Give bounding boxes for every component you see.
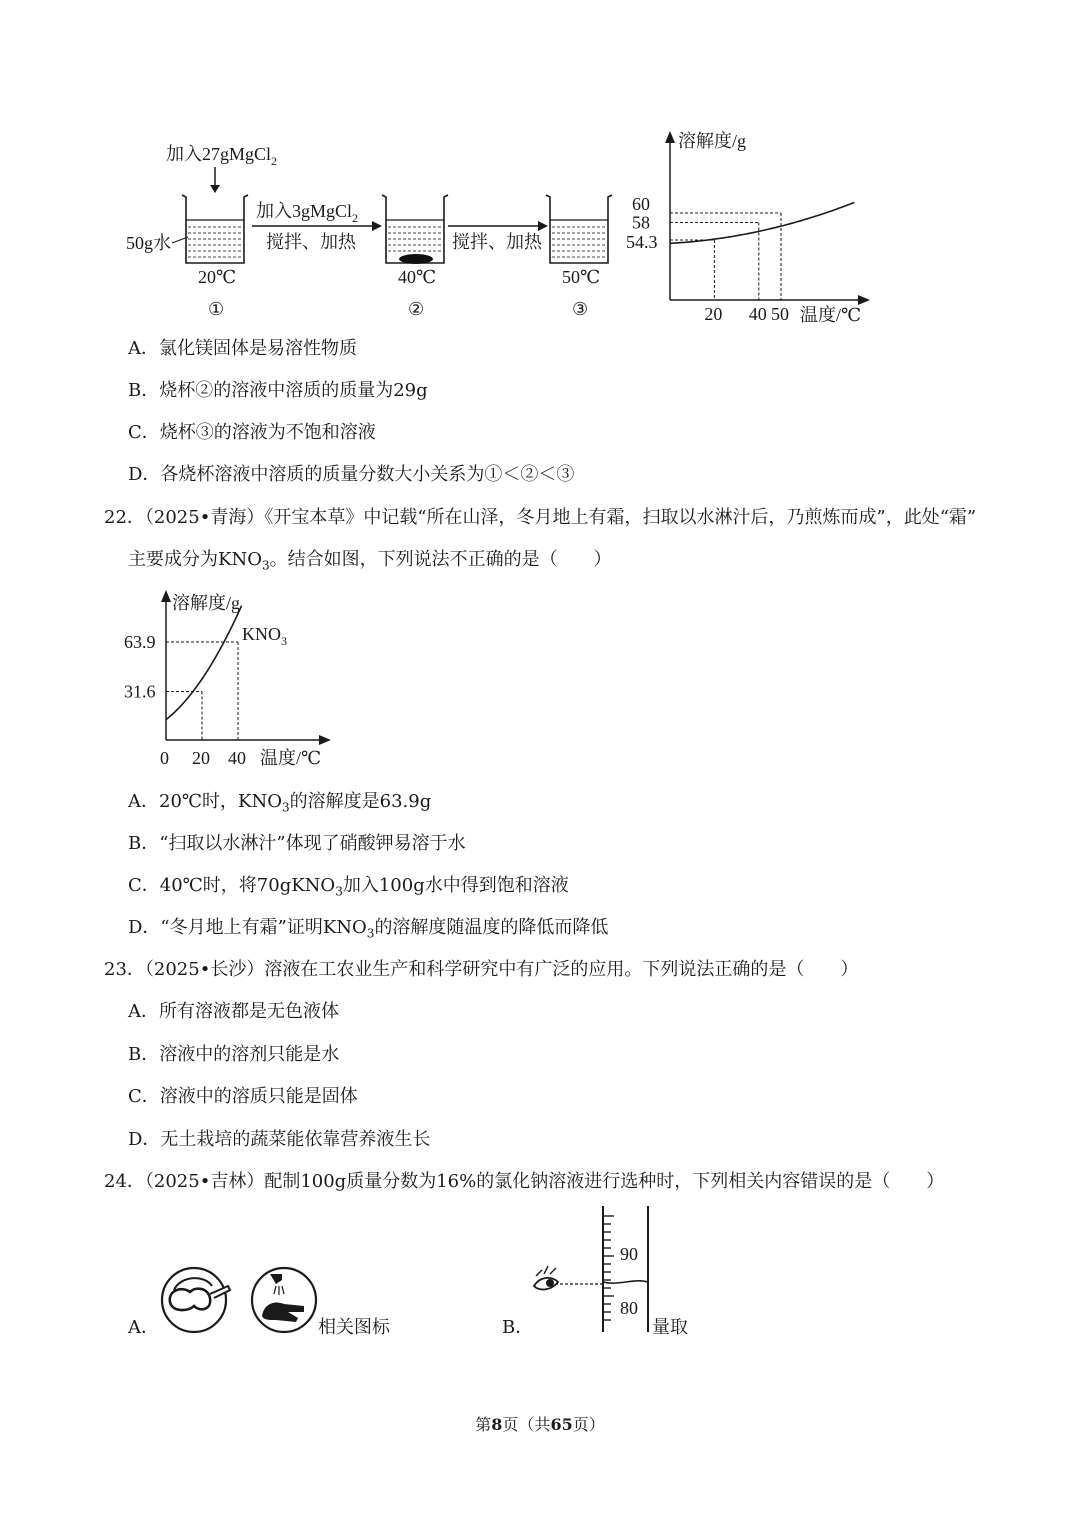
x-axis-label: 温度/℃: [800, 305, 862, 325]
x-tick-20: 20: [704, 304, 723, 324]
q24-option-a-letter[interactable]: A．: [128, 1317, 159, 1338]
x-axis-label-2: 温度/℃: [260, 748, 322, 768]
q23-stem: 23．（2025•长沙）溶液在工农业生产和科学研究中有广泛的应用。下列说法正确的是（ ）: [104, 959, 859, 980]
goggles-icon: [162, 1268, 230, 1332]
temp-3: 50℃: [562, 267, 601, 287]
step-1-label: 搅拌、加热: [266, 232, 356, 252]
q23-option-a[interactable]: A．所有溶液都是无色液体: [128, 1001, 339, 1022]
q22-option-a[interactable]: A．20℃时，$KNO_3$的溶解度是63.9g: [128, 791, 432, 815]
kno3-curve: [166, 606, 242, 720]
y-tick-54.3: 54.3: [626, 232, 658, 252]
temp-2: 40℃: [398, 267, 437, 287]
y-tick-60: 60: [632, 194, 650, 214]
y-tick-31.6: 31.6: [124, 681, 156, 702]
water-label: 50g水: [126, 233, 171, 253]
q22-option-b[interactable]: B．“扫取以水淋汁”体现了硝酸钾易溶于水: [128, 833, 466, 854]
x-tick-40: 40: [748, 304, 767, 324]
y-axis-label-2: 溶解度/g: [172, 593, 241, 613]
beaker-2: [382, 195, 448, 264]
kno3-solubility-chart: [118, 588, 348, 773]
q21-option-a[interactable]: A．氯化镁固体是易溶性物质: [128, 338, 357, 359]
beaker-1: [182, 195, 248, 263]
q21-option-c[interactable]: C．烧杯③的溶液为不饱和溶液: [128, 422, 376, 443]
q24-stem: 24．（2025•吉林）配制100g质量分数为16%的氯化钠溶液进行选种时，下列相关内容错误的是（ ）: [104, 1171, 945, 1192]
wash-hands-icon: [252, 1268, 316, 1332]
series-label: $KNO_3$: [242, 624, 287, 648]
graduated-cylinder-diagram: [528, 1206, 656, 1334]
temp-1: 20℃: [198, 267, 237, 287]
q22-option-d[interactable]: D．“冬月地上有霜”证明$KNO_3$的溶解度随温度的降低而降低: [128, 917, 609, 941]
q21-option-b[interactable]: B．烧杯②的溶液中溶质的质量为29g: [128, 380, 428, 401]
x-tick-50: 50: [771, 304, 789, 324]
cylinder-mark-80: 80: [620, 1298, 638, 1318]
y-tick-63.9: 63.9: [124, 632, 156, 652]
beaker-3-num: ③: [572, 299, 589, 319]
q23-option-c[interactable]: C．溶液中的溶质只能是固体: [128, 1086, 358, 1107]
eye-icon: [534, 1266, 558, 1289]
beaker-3: [546, 195, 612, 263]
q24-option-a-text: 相关图标: [318, 1317, 390, 1338]
beaker-2-num: ②: [408, 299, 425, 319]
cylinder-mark-90: 90: [620, 1244, 638, 1264]
add-first-label: 加入27gMgCl$_2$: [166, 144, 278, 168]
q21-option-d[interactable]: D．各烧杯溶液中溶质的质量分数大小关系为①＜②＜③: [128, 464, 575, 485]
step-2-label: 搅拌、加热: [452, 232, 542, 252]
q24-option-b-letter[interactable]: B．: [502, 1317, 534, 1338]
q24-option-b-text: 量取: [652, 1317, 688, 1338]
origin-label: 0: [160, 748, 169, 768]
beaker-1-num: ①: [208, 299, 225, 319]
q23-option-b[interactable]: B．溶液中的溶剂只能是水: [128, 1044, 340, 1065]
y-axis-label: 溶解度/g: [678, 131, 747, 151]
hazard-icons: [158, 1264, 322, 1336]
q22-stem-line1: 22．（2025•青海）《开宝本草》中记载“所在山泽，冬月地上有霜，扫取以水淋汁后，乃煎炼而成”，此处“霜”: [104, 507, 977, 528]
q22-stem-line2: 主要成分为$KNO_3$。结合如图，下列说法不正确的是（ ）: [128, 549, 612, 573]
x-tick-20: 20: [192, 748, 210, 768]
x-tick-40: 40: [228, 748, 246, 768]
add-second-label: 加入3gMgCl$_2$: [256, 201, 359, 225]
page-footer: 第8页（共65页）: [475, 1415, 605, 1434]
q23-option-d[interactable]: D．无土栽培的蔬菜能依靠营养液生长: [128, 1129, 431, 1150]
q21-beaker-diagram: [120, 135, 640, 335]
y-tick-58: 58: [632, 212, 650, 233]
mgcl2-solubility-chart: [626, 125, 880, 335]
q22-option-c[interactable]: C．40℃时，将70gKNO$_3$加入100g水中得到饱和溶液: [128, 875, 569, 899]
